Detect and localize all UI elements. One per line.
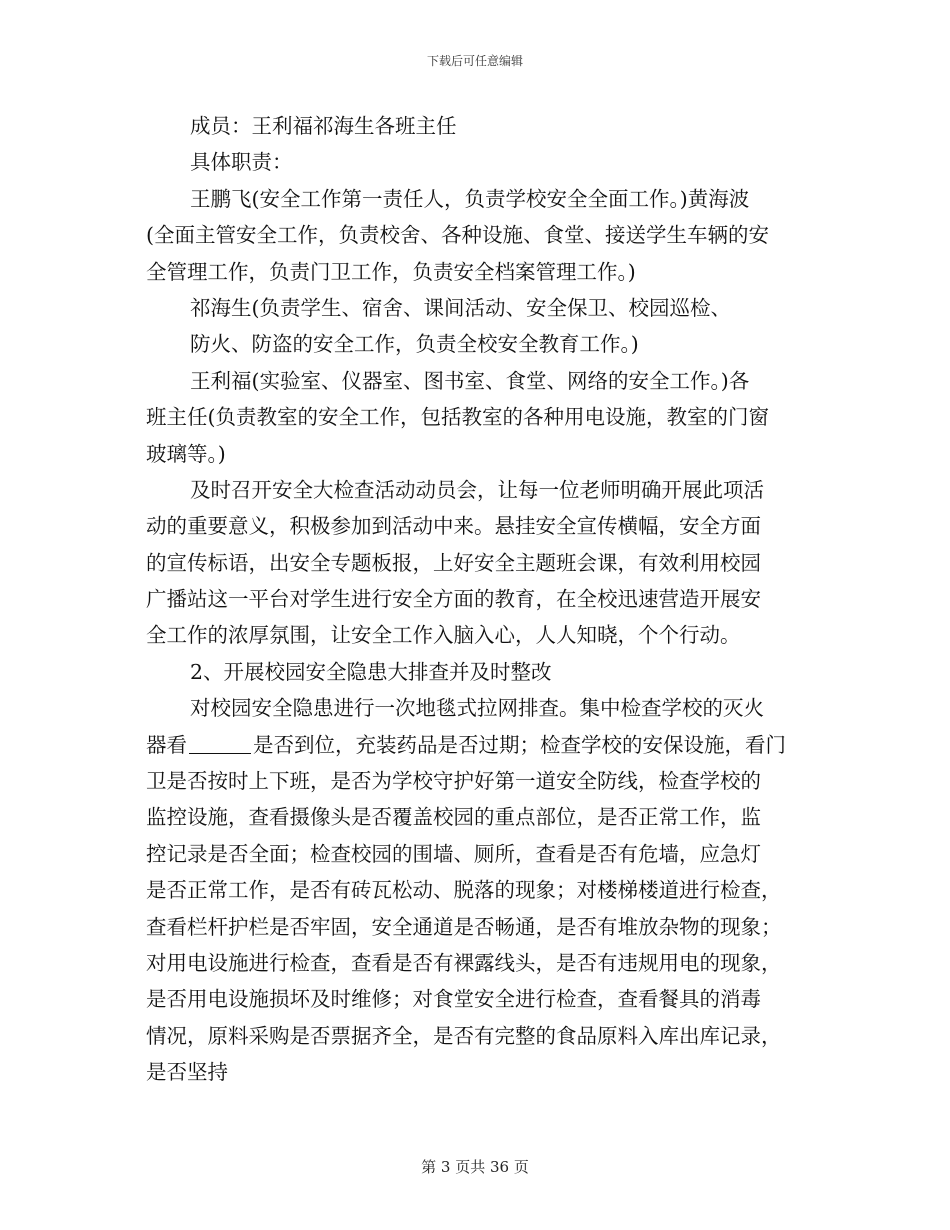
section-heading: 2、开展校园安全隐患大排查并及时整改	[190, 659, 552, 684]
body-text	[146, 108, 806, 1091]
text-line: 玻璃等。)	[146, 441, 226, 466]
text-line: 及时召开安全大检查活动动员会，让每一位老师明确开展此项活	[190, 477, 764, 502]
text-line: 祁海生(负责学生、宿舍、课间活动、安全保卫、校园巡检、	[190, 295, 731, 320]
text-line: 情况，原料采购是否票据齐全，是否有完整的食品原料入库出库记录，	[146, 1023, 782, 1048]
text-line-with-blank	[146, 727, 806, 763]
fill-in-blank	[189, 733, 251, 754]
text-line: 是否坚持	[146, 1060, 228, 1085]
text-line: 王利福(实验室、仪器室、图书室、食堂、网络的安全工作。)各	[190, 368, 750, 393]
text-line: 王鹏飞(安全工作第一责任人，负责学校安全全面工作。)黄海波	[190, 186, 750, 211]
text-line: 具体职责：	[190, 150, 293, 175]
text-segment: 器看	[146, 732, 187, 757]
text-line: 对校园安全隐患进行一次地毯式拉网排查。集中检查学校的灭火	[190, 696, 764, 721]
text-line: 防火、防盗的安全工作，负责全校安全教育工作。)	[190, 332, 639, 357]
text-line: 广播站这一平台对学生进行安全方面的教育，在全校迅速营造开展安	[146, 587, 761, 612]
text-line: 班主任(负责教室的安全工作，包括教室的各种用电设施，教室的门窗	[146, 405, 769, 430]
text-line: 监控设施，查看摄像头是否覆盖校园的重点部位，是否正常工作，监	[146, 805, 761, 830]
text-line: 控记录是否全面；检查校园的围墙、厕所，查看是否有危墙，应急灯	[146, 841, 761, 866]
text-line: 是否正常工作，是否有砖瓦松动、脱落的现象；对楼梯楼道进行检查，	[146, 878, 782, 903]
text-line: 查看栏杆护栏是否牢固，安全通道是否畅通，是否有堆放杂物的现象；	[146, 914, 782, 939]
page-header: 下载后可任意编辑	[426, 54, 523, 68]
page-footer: 第 3 页共 36 页	[421, 1158, 529, 1176]
text-line: 卫是否按时上下班，是否为学校守护好第一道安全防线，检查学校的	[146, 769, 761, 794]
text-line: 对用电设施进行检查，查看是否有裸露线头，是否有违规用电的现象，	[146, 950, 782, 975]
text-line: 是否用电设施损坏及时维修；对食堂安全进行检查，查看餐具的消毒	[146, 987, 761, 1012]
text-line: (全面主管安全工作，负责校舍、各种设施、食堂、接送学生车辆的安	[146, 223, 769, 248]
text-line: 动的重要意义，积极参加到活动中来。悬挂安全宣传横幅，安全方面	[146, 514, 761, 539]
text-line: 的宣传标语，出安全专题板报，上好安全主题班会课，有效利用校园	[146, 550, 761, 575]
text-line: 全管理工作，负责门卫工作，负责安全档案管理工作。)	[146, 259, 636, 284]
text-line: 全工作的浓厚氛围，让安全工作入脑入心，人人知晓，个个行动。	[146, 623, 741, 648]
text-line: 成员：王利福祁海生各班主任	[190, 114, 457, 138]
text-segment: 是否到位，充装药品是否过期；检查学校的安保设施，看门	[253, 732, 786, 757]
